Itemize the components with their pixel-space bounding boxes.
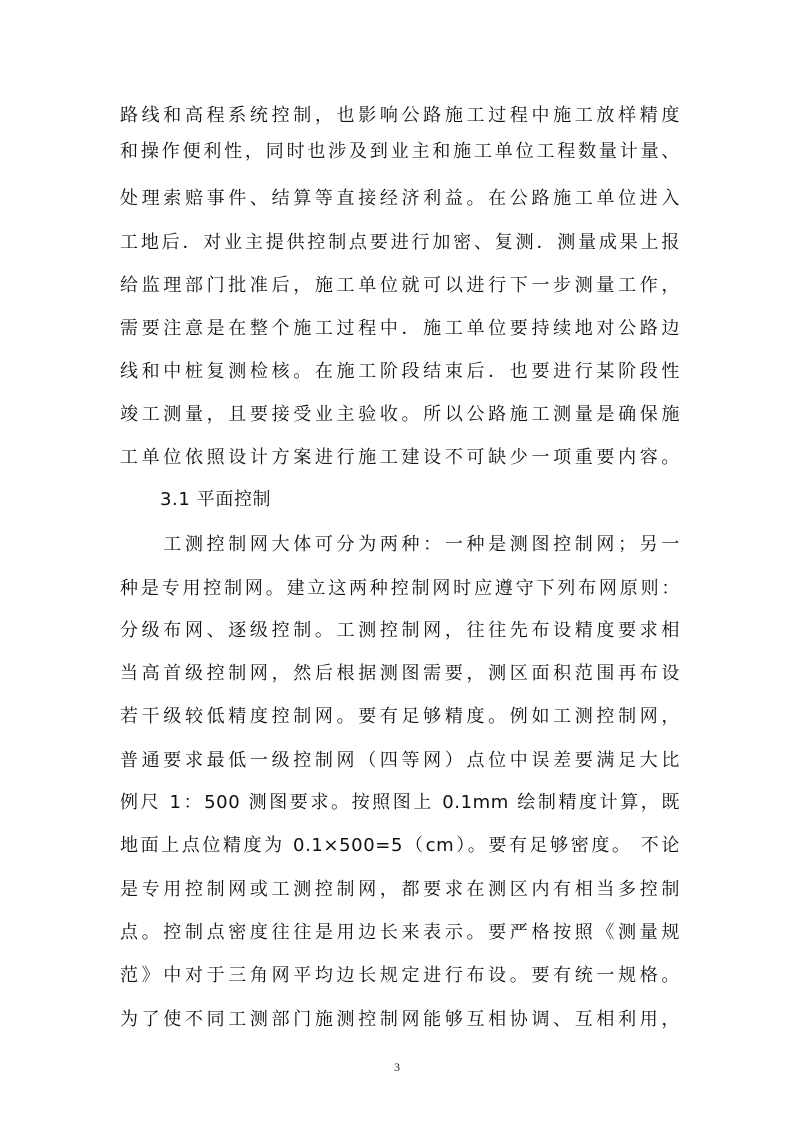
paragraph-line: 给监理部门批准后，施工单位就可以进行下一步测量工作，	[120, 275, 680, 296]
paragraph-line: 处理索赔事件、结算等直接经济利益。在公路施工单位进入	[120, 188, 680, 209]
paragraph-line: 和操作便利性，同时也涉及到业主和施工单位工程数量计量、	[120, 141, 680, 162]
paragraph-line: 为了使不同工测部门施测控制网能够互相协调、互相利用，	[120, 1009, 680, 1030]
paragraph-line: 工单位依照设计方案进行施工建设不可缺少一项重要内容。	[120, 447, 680, 468]
paragraph-line: 工地后．对业主提供控制点要进行加密、复测．测量成果上报	[120, 232, 680, 253]
paragraph-line: 点。控制点密度往往是用边长来表示。要严格按照《测量规	[120, 922, 680, 943]
paragraph-line: 需要注意是在整个施工过程中．施工单位要持续地对公路边	[120, 318, 680, 339]
page-number: 3	[394, 1060, 400, 1074]
paragraph-line: 路线和高程系统控制，也影响公路施工过程中施工放样精度	[120, 105, 680, 126]
paragraph-line: 若干级较低精度控制网。要有足够精度。例如工测控制网，	[120, 706, 680, 727]
paragraph-line: 竣工测量，且要接受业主验收。所以公路施工测量是确保施	[120, 404, 680, 425]
paragraph-line: 工测控制网大体可分为两种：一种是测图控制网；另一	[120, 534, 680, 555]
paragraph-line: 普通要求最低一级控制网（四等网）点位中误差要满足大比	[120, 750, 680, 771]
paragraph-line: 线和中桩复测检核。在施工阶段结束后．也要进行某阶段性	[120, 361, 680, 382]
paragraph-line: 分级布网、逐级控制。工测控制网，往往先布设精度要求相	[120, 620, 680, 641]
paragraph-line: 是专用控制网或工测控制网，都要求在测区内有相当多控制	[120, 879, 680, 900]
paragraph-line: 种是专用控制网。建立这两种控制网时应遵守下列布网原则：	[120, 578, 680, 599]
paragraph-line: 当高首级控制网，然后根据测图需要，测区面积范围再布设	[120, 663, 680, 684]
paragraph-line: 范》中对于三角网平均边长规定进行布设。要有统一规格。	[120, 965, 680, 986]
paragraph-line: 地面上点位精度为 0.1×500=5（cm）。要有足够密度。 不论	[120, 835, 680, 856]
paragraph-line: 例尺 1：500 测图要求。按照图上 0.1mm 绘制精度计算，既	[120, 792, 680, 813]
section-heading: 3.1 平面控制	[160, 489, 272, 510]
